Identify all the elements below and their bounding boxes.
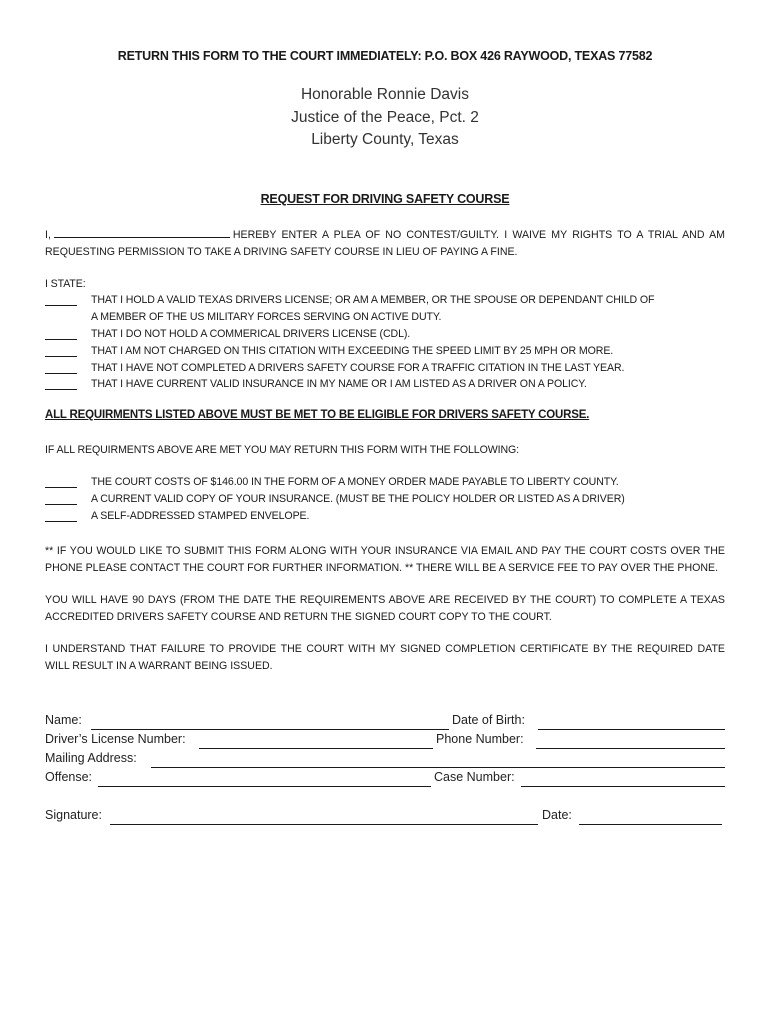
date-field[interactable] — [579, 824, 722, 825]
name-field[interactable] — [91, 729, 449, 730]
dob-field[interactable] — [538, 729, 725, 730]
name-label: Name: — [45, 713, 82, 727]
statement-item: THAT I DO NOT HOLD A COMMERICAL DRIVERS LICENSE (CDL). — [91, 328, 411, 340]
statement-item: THAT I HOLD A VALID TEXAS DRIVERS LICENSE; OR AM A MEMBER, OR THE SPOUSE OR DEPENDANT CHILD OF — [91, 294, 655, 306]
return-item-blank[interactable] — [45, 504, 77, 505]
statement-checkbox-blank[interactable] — [45, 339, 77, 340]
defendant-name-blank[interactable] — [54, 227, 230, 238]
return-intro: IF ALL REQUIRMENTS ABOVE ARE MET YOU MAY RETURN THIS FORM WITH THE FOLLOWING: — [45, 444, 519, 456]
license-label: Driver’s License Number: — [45, 732, 186, 746]
statement-item: THAT I HAVE NOT COMPLETED A DRIVERS SAFETY COURSE FOR A TRAFFIC CITATION IN THE LAST YEAR. — [91, 362, 625, 374]
judge-county: Liberty County, Texas — [311, 131, 459, 148]
statement-checkbox-blank[interactable] — [45, 356, 77, 357]
statement-checkbox-blank[interactable] — [45, 373, 77, 374]
phone-label: Phone Number: — [436, 732, 524, 746]
statement-item: THAT I HAVE CURRENT VALID INSURANCE IN MY NAME OR I AM LISTED AS A DRIVER ON A POLICY. — [91, 378, 587, 390]
form-title: REQUEST FOR DRIVING SAFETY COURSE — [260, 192, 510, 206]
statement-item: THAT I AM NOT CHARGED ON THIS CITATION WITH EXCEEDING THE SPEED LIMIT BY 25 MPH OR MORE. — [91, 345, 614, 357]
signature-field[interactable] — [110, 824, 538, 825]
warrant-note: I UNDERSTAND THAT FAILURE TO PROVIDE THE COURT WITH MY SIGNED COMPLETION CERTIFICATE BY THE REQUIRED DATE WILL RESULT IN A WARRANT BEING ISSUED. — [45, 643, 725, 672]
signature-label: Signature: — [45, 808, 102, 822]
case-number-field[interactable] — [521, 786, 725, 787]
state-label: I STATE: — [45, 278, 86, 290]
dob-label: Date of Birth: — [452, 713, 525, 727]
offense-field[interactable] — [98, 786, 431, 787]
plea-prefix: I, — [45, 229, 51, 241]
statement-item: A MEMBER OF THE US MILITARY FORCES SERVING ON ACTIVE DUTY. — [91, 311, 442, 323]
offense-label: Offense: — [45, 770, 93, 784]
statement-checkbox-blank[interactable] — [45, 305, 77, 306]
plea-paragraph — [45, 227, 725, 260]
return-item: A SELF-ADDRESSED STAMPED ENVELOPE. — [91, 510, 310, 522]
return-item-blank[interactable] — [45, 487, 77, 488]
return-item: A CURRENT VALID COPY OF YOUR INSURANCE. (MUST BE THE POLICY HOLDER OR LISTED AS A DRIVER) — [91, 493, 625, 505]
statement-checkbox-blank[interactable] — [45, 389, 77, 390]
requirements-note: ALL REQUIRMENTS LISTED ABOVE MUST BE MET TO BE ELIGIBLE FOR DRIVERS SAFETY COURSE. — [45, 409, 590, 421]
return-address-header: RETURN THIS FORM TO THE COURT IMMEDIATELY: P.O. BOX 426 RAYWOOD, TEXAS 77582 — [117, 49, 653, 63]
email-note: ** IF YOU WOULD LIKE TO SUBMIT THIS FORM ALONG WITH YOUR INSURANCE VIA EMAIL AND PAY THE COURT COSTS OVER THE PHONE PLEASE CONTACT THE COURT FOR FURTHER INFORMATION. ** THERE WILL BE A SERVICE FEE TO PAY OVER THE PHONE. — [45, 545, 725, 574]
judge-office: Justice of the Peace, Pct. 2 — [291, 109, 479, 126]
return-item: THE COURT COSTS OF $146.00 IN THE FORM OF A MONEY ORDER MADE PAYABLE TO LIBERTY COUNTY. — [91, 476, 619, 488]
phone-field[interactable] — [536, 748, 725, 749]
license-field[interactable] — [199, 748, 433, 749]
address-field[interactable] — [151, 767, 725, 768]
deadline-note: YOU WILL HAVE 90 DAYS (FROM THE DATE THE REQUIREMENTS ABOVE ARE RECEIVED BY THE COURT) TO COMPLETE A TEXAS ACCREDITED DRIVERS SAFETY COURSE AND RETURN THE SIGNED COURT COPY TO THE COURT. — [45, 594, 725, 623]
address-label: Mailing Address: — [45, 751, 137, 765]
date-label: Date: — [542, 808, 572, 822]
return-item-blank[interactable] — [45, 521, 77, 522]
plea-text: HEREBY ENTER A PLEA OF NO CONTEST/GUILTY. I WAIVE MY RIGHTS TO A TRIAL AND AM REQUESTING PERMISSION TO TAKE A DRIVING SAFETY COURSE IN LIEU OF PAYING A FINE. — [45, 229, 725, 258]
judge-name: Honorable Ronnie Davis — [300, 86, 469, 103]
case-number-label: Case Number: — [434, 770, 515, 784]
